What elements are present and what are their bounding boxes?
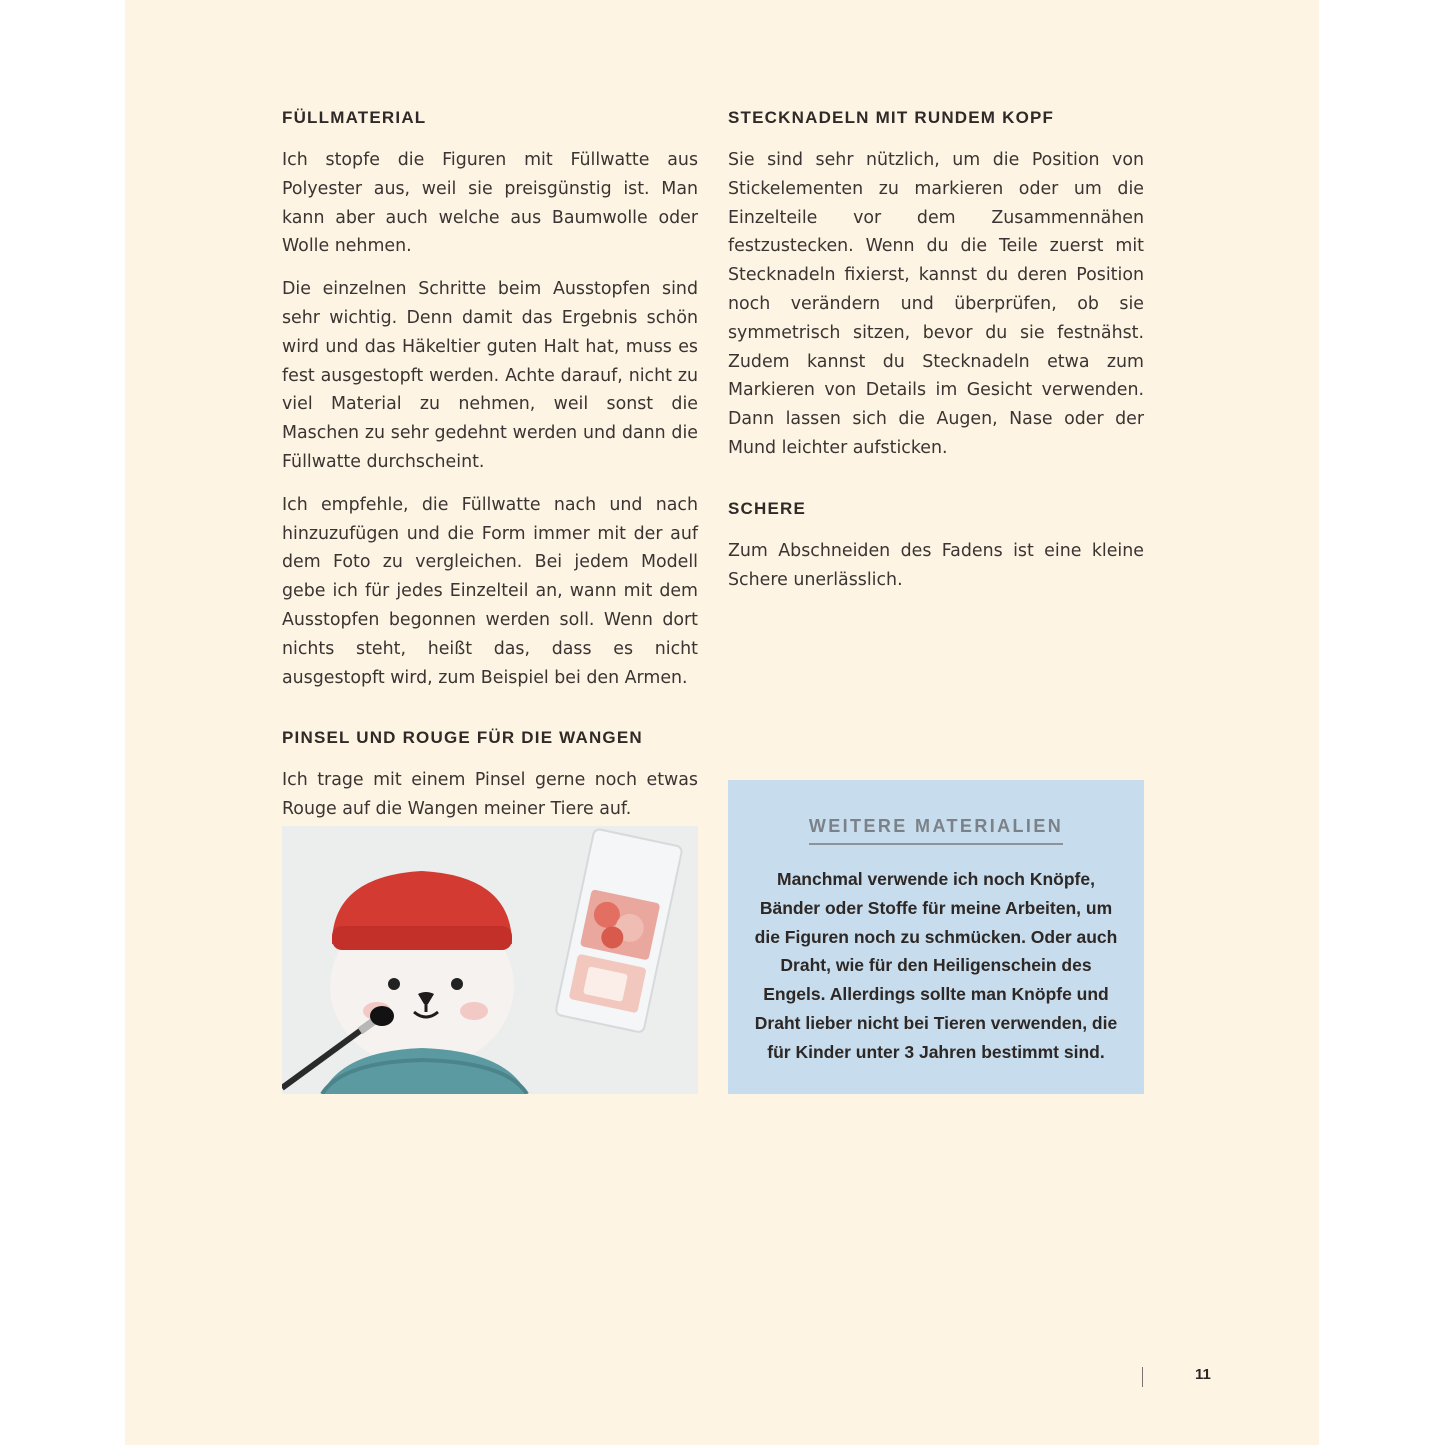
info-box-title: WEITERE MATERIALIEN bbox=[809, 816, 1063, 845]
left-column bbox=[282, 108, 698, 838]
page-number: 11 bbox=[1195, 1366, 1211, 1383]
bear-head bbox=[330, 871, 514, 1068]
section-heading-schere: SCHERE bbox=[728, 498, 807, 518]
photo-crochet-bear-with-brush bbox=[282, 826, 698, 1094]
paragraph: Ich empfehle, die Füllwatte nach und nach hinzuzufügen und die Form immer mit der auf dem Foto zu vergleichen. Bei jedem Modell gebe ich für jedes Einzelteil an, wann mit dem Ausstopfen begonnen werden soll. Wenn dort nichts steht, heißt das, dass es nicht ausgestopft wird, zum Beispiel bei den Armen. bbox=[282, 494, 698, 688]
section-heading-pinsel: PINSEL UND ROUGE FÜR DIE WANGEN bbox=[282, 728, 643, 748]
bear-illustration bbox=[282, 826, 698, 1094]
paragraph: Die einzelnen Schritte beim Ausstopfen sind sehr wichtig. Denn damit das Ergebnis schön wird und das Häkeltier guten Halt hat, muss es fest ausgestopft werden. Achte darauf, nicht zu viel Material zu nehmen, weil sonst die Maschen zu sehr gedehnt werden und dann die Füllwatte durchscheint. bbox=[282, 279, 698, 472]
info-box-body: Manchmal verwende ich noch Knöpfe, Bänder oder Stoffe für meine Arbeiten, um die Figuren noch zu schmücken. Oder auch Draht, wie für den Heiligenschein des Engels. Allerdings sollte man Knöpfe und Draht lieber nicht bei Tieren verwenden, die für Kinder unter 3 Jahren bestimmt sind. bbox=[754, 869, 1118, 1062]
info-box-weitere-materialien bbox=[728, 780, 1144, 1094]
right-column bbox=[728, 108, 1144, 608]
paragraph: Ich trage mit einem Pinsel gerne noch etwas Rouge auf die Wangen meiner Tiere auf. bbox=[282, 770, 698, 820]
paragraph: Ich stopfe die Figuren mit Füllwatte aus Polyester aus, weil sie preisgünstig ist. Man kann aber auch welche aus Baumwolle oder Wolle nehmen. bbox=[282, 150, 698, 257]
page-number-divider bbox=[1142, 1367, 1143, 1387]
book-page bbox=[125, 0, 1319, 1445]
section-heading-stecknadeln: STECKNADELN MIT RUNDEM KOPF bbox=[728, 108, 1055, 127]
section-heading-fuellmaterial: FÜLLMATERIAL bbox=[282, 108, 427, 127]
paragraph: Zum Abschneiden des Fadens ist eine kleine Schere unerlässlich. bbox=[728, 540, 1144, 590]
paragraph: Sie sind sehr nützlich, um die Position von Stickelementen zu markieren oder um die Einzelteile vor dem Zusammennähen festzustecken. Wenn du die Teile zuerst mit Stecknadeln fixierst, kannst du deren Position noch verändern und überprüfen, ob sie symmetrisch sitzen, bevor du sie festnähst. Zudem kannst du Stecknadeln etwa zum Markieren von Details im Gesicht verwenden. Dann lassen sich die Augen, Nase oder der Mund leichter aufsticken. bbox=[728, 150, 1144, 458]
